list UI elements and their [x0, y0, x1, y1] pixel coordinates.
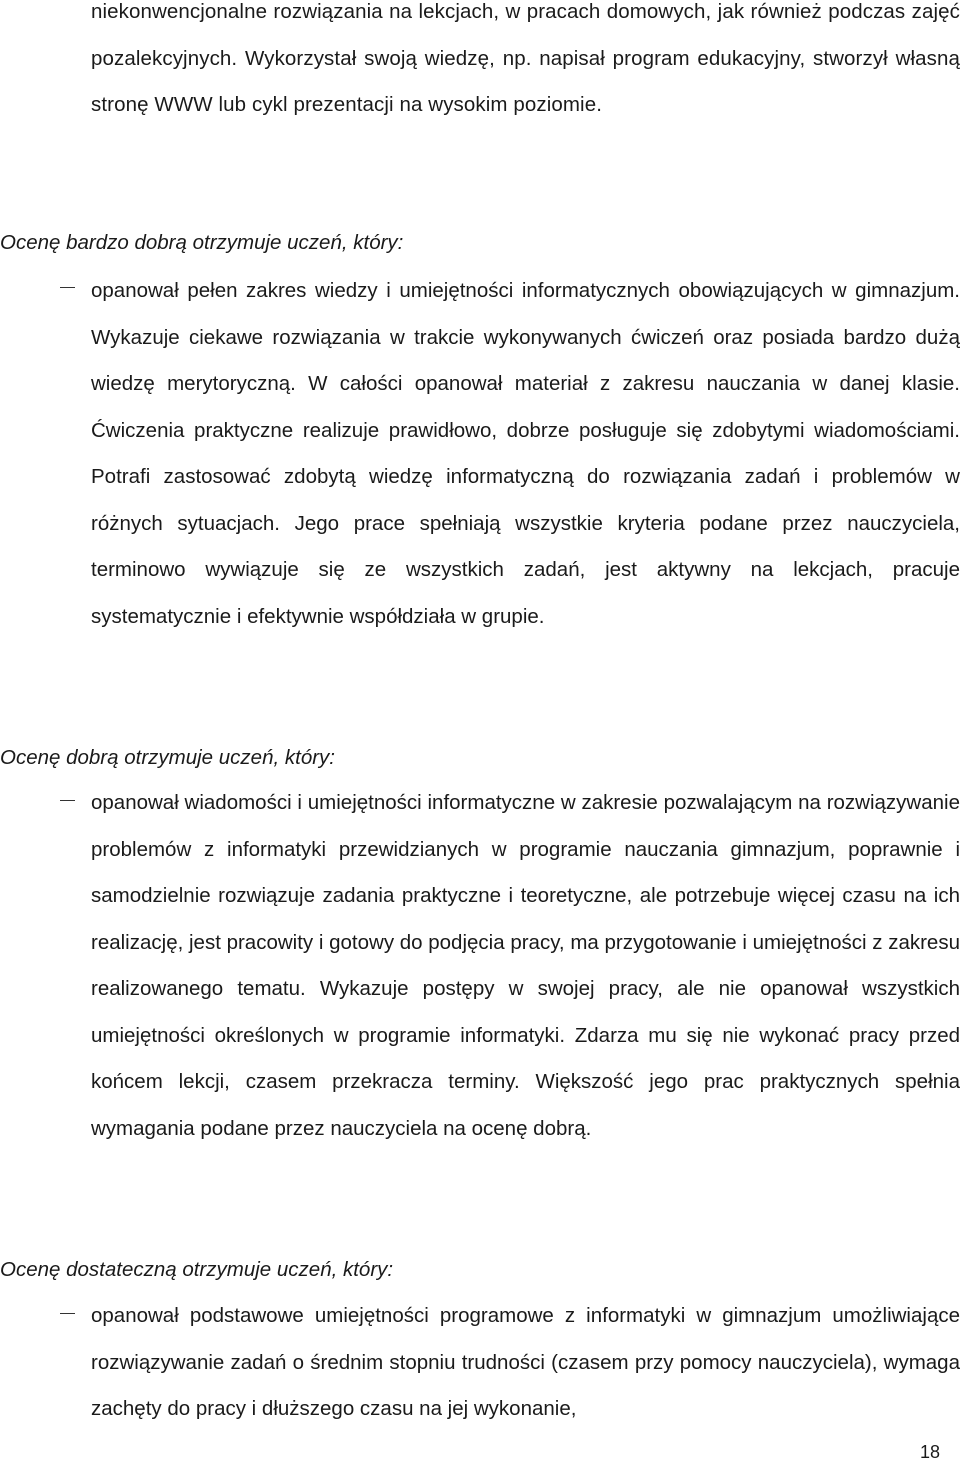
section-heading-good: Ocenę dobrą otrzymuje uczeń, który: — [0, 746, 335, 769]
section-heading-sufficient: Ocenę dostateczną otrzymuje uczeń, który: — [0, 1258, 394, 1281]
bullet-dash-icon — [60, 287, 75, 288]
section-text-good: opanował wiadomości i umiejętności informatyczne w zakresie pozwalającym na rozwiązywanie problemów z informatyki przewidzianych w programie nauczania gimnazjum, poprawnie i samodzielnie rozwiązuje zadania praktyczne i teoretyczne, ale potrzebuje więcej czasu na ich realizację, jest pracowity i gotowy do podjęcia pracy, ma przygotowanie i umiejętności z zakresu realizowanego tematu. Wykazuje postępy w swojej pracy, ale nie opanował wszystkich umiejętności określonych w programie informatyki. Zdarza mu się nie wykonać pracy przed końcem lekcji, czasem przekracza terminy. Większość jego prac praktycznych spełnia wymagania podane przez nauczyciela na ocenę dobrą. — [91, 791, 960, 1140]
intro-paragraph: niekonwencjonalne rozwiązania na lekcjach, w pracach domowych, jak również podczas zajęć pozalekcyjnych. Wykorzystał swoją wiedzę, np. napisał program edukacyjny, stworzył własną stronę WWW lub cykl prezentacji na wysokim poziomie. — [91, 0, 960, 116]
bullet-dash-icon — [60, 800, 75, 801]
bullet-dash-icon — [60, 1313, 75, 1314]
section-heading-very-good: Ocenę bardzo dobrą otrzymuje uczeń, który: — [0, 231, 404, 254]
section-text-sufficient: opanował podstawowe umiejętności programowe z informatyki w gimnazjum umożliwiające rozwiązywanie zadań o średnim stopniu trudności (czasem przy pomocy nauczyciela), wymaga zachęty do pracy i dłuższego czasu na jej wykonanie, — [91, 1304, 960, 1420]
page-number: 18 — [919, 1442, 940, 1462]
section-text-very-good: opanował pełen zakres wiedzy i umiejętności informatycznych obowiązujących w gimnazjum. Wykazuje ciekawe rozwiązania w trakcie wykonywanych ćwiczeń oraz posiada bardzo dużą wiedzę merytoryczną. W całości opanował materiał z zakresu nauczania w danej klasie. Ćwiczenia praktyczne realizuje prawidłowo, dobrze posługuje się zdobytymi wiadomościami. Potrafi zastosować zdobytą wiedzę informatyczną do rozwiązania zadań i problemów w różnych sytuacjach. Jego prace spełniają wszystkie kryteria podane przez nauczyciela, terminowo wywiązuje się ze wszystkich zadań, jest aktywny na lekcjach, pracuje systematycznie i efektywnie współdziała w grupie. — [91, 279, 960, 628]
